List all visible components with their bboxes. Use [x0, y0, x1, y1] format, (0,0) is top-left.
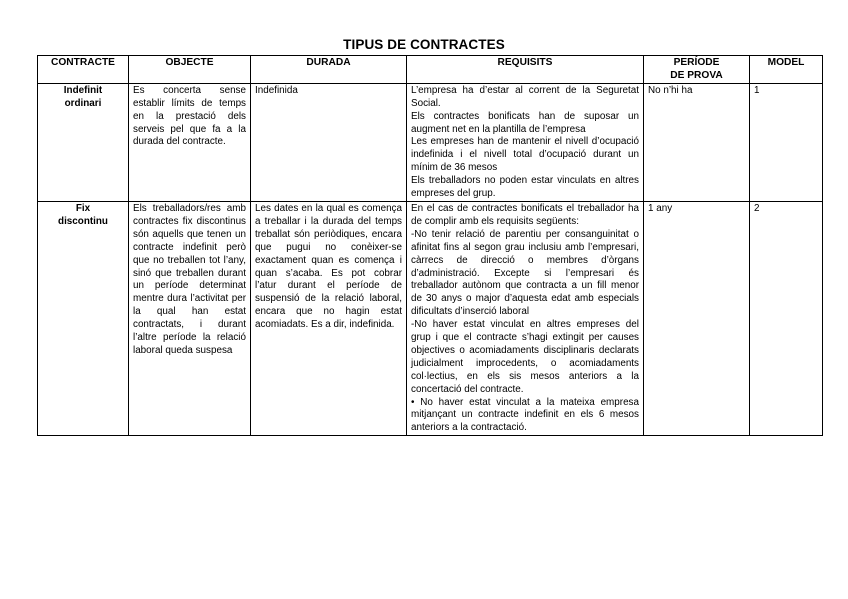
cell-requisits	[407, 201, 644, 435]
cell-durada: Les dates en la qual es comença a treballar i la durada del temps treballat són periòdiques, encara que pugui no conèixer-se exactament quan es comença i quan s’acaba. Es pot cobrar l’atur durant el període de suspensió de la relació laboral, encara que no hagin estat acomiadats. Es a dir, indefinida.	[251, 201, 407, 435]
header-contracte: CONTRACTE	[38, 56, 129, 84]
table-header-row	[38, 56, 823, 84]
header-periode-line2: DE PROVA	[670, 69, 723, 81]
cell-periode: 1 any	[644, 201, 750, 435]
header-durada: DURADA	[251, 56, 407, 84]
requisit-paragraph: En el cas de contractes bonificats el treballador ha de complir amb els requisits següents:	[411, 202, 639, 227]
cell-contracte	[38, 83, 129, 201]
header-model: MODEL	[750, 56, 823, 84]
contracte-name-line1: Indefinit	[63, 84, 103, 96]
table-row	[38, 83, 823, 201]
requisit-paragraph: -No tenir relació de parentiu per consanguinitat o afinitat fins al segon grau inclusiu amb l’empresari, càrrecs de direcció o membres d’òrgans d’administració. Excepte si l’empresari és treballador autònom que contracta a un fill menor de 30 anys o major d’aquesta edat amb especials dificultats d’inserció laboral	[411, 228, 639, 318]
requisit-paragraph: Les empreses han de mantenir el nivell d’ocupació indefinida i el nivell total d’ocupació durant un mínim de 36 mesos	[411, 136, 639, 174]
header-periode	[644, 56, 750, 84]
cell-objecte: Es concerta sense establir límits de temps en la prestació dels serveis pel que fa a la durada del contracte.	[129, 83, 251, 201]
cell-requisits	[407, 83, 644, 201]
requisit-paragraph: L’empresa ha d’estar al corrent de la Seguretat Social.	[411, 84, 639, 109]
requisit-paragraph: -No haver estat vinculat en altres empreses del grup i que el contracte s’hagi extingit per causes objectives o acomiadaments disciplinaris declarats judicialment improcedents, o acomiadaments col·lectius, en els sis mesos anteriors a la concertació del contracte.	[411, 319, 639, 395]
page-title: TIPUS DE CONTRACTES	[343, 37, 505, 52]
header-periode-line1: PERÍODE	[673, 57, 720, 68]
requisit-paragraph: • No haver estat vinculat a la mateixa empresa mitjançant un contracte indefinit en els 6 mesos anteriors a la contractació.	[411, 396, 639, 434]
header-requisits: REQUISITS	[407, 56, 644, 84]
cell-model: 1	[750, 83, 823, 201]
requisit-paragraph: Els treballadors no poden estar vinculats en altres empreses del grup.	[411, 175, 639, 200]
contracte-name-line2: discontinu	[58, 215, 108, 227]
requisit-paragraph: Els contractes bonificats han de suposar un augment net en la plantilla de l’empresa	[411, 110, 639, 135]
cell-contracte	[38, 201, 129, 435]
contracts-table	[37, 55, 823, 436]
header-objecte: OBJECTE	[129, 56, 251, 84]
cell-objecte: Els treballadors/res amb contractes fix discontinus són aquells que tenen un contracte indefinit però que no treballen tot l’any, sinó que treballen durant un període determinat mentre dura l’activitat per la qual han estat contractats, i durant l’altre període la relació laboral queda suspesa	[129, 201, 251, 435]
contracte-name-line2: ordinari	[64, 97, 102, 109]
cell-model: 2	[750, 201, 823, 435]
cell-durada: Indefinida	[251, 83, 407, 201]
contracte-name-line1: Fix	[75, 202, 91, 214]
table-row	[38, 201, 823, 435]
cell-periode: No n’hi ha	[644, 83, 750, 201]
